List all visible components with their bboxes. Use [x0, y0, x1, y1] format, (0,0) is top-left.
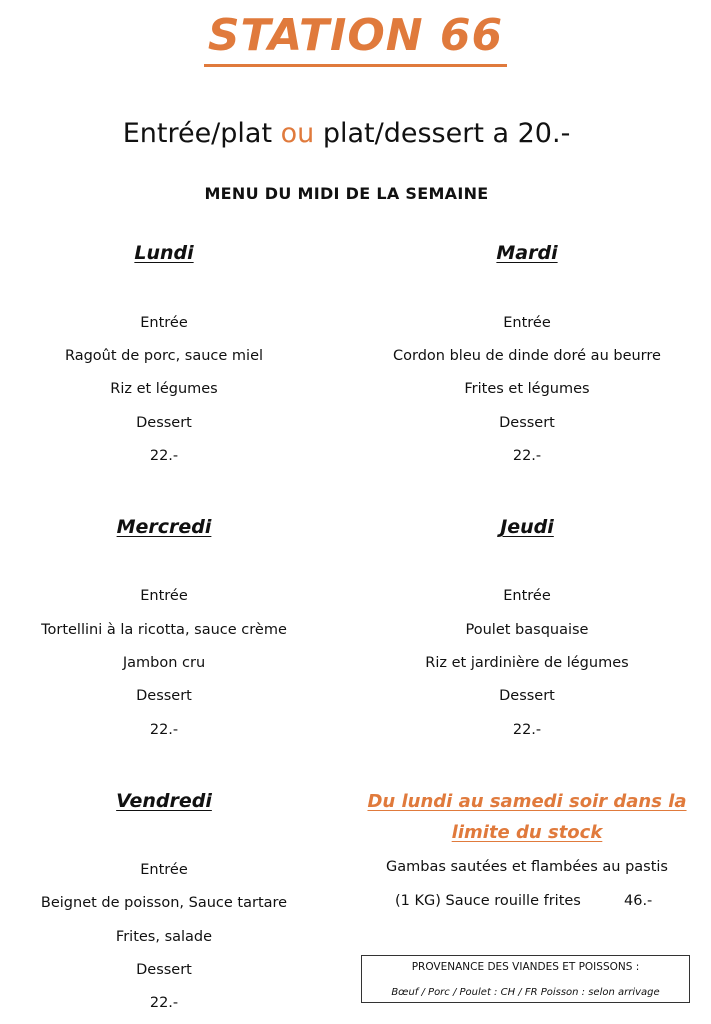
lundi-price: 22.-: [149, 448, 179, 464]
day-title-lundi: Lundi: [134, 242, 194, 264]
mardi-price: 22.-: [512, 448, 542, 464]
vendredi-line-1: Entrée: [140, 862, 188, 878]
jeudi-line-3: Riz et jardinière de légumes: [425, 655, 629, 671]
vendredi-price: 22.-: [149, 995, 179, 1011]
vendredi-line-2: Beignet de poisson, Sauce tartare: [40, 895, 288, 911]
lundi-line-4: Dessert: [136, 415, 192, 431]
mardi-line-4: Dessert: [499, 415, 555, 431]
jeudi-line-4: Dessert: [499, 688, 555, 704]
provenance-title: PROVENANCE DES VIANDES ET POISSONS :: [411, 961, 640, 973]
jeudi-line-2: Poulet basquaise: [465, 622, 589, 638]
provenance-box: [361, 955, 690, 1003]
lundi-line-1: Entrée: [140, 315, 188, 331]
restaurant-name: STATION 66: [204, 10, 507, 67]
lundi-line-2: Ragoût de porc, sauce miel: [64, 348, 264, 364]
vendredi-line-3: Frites, salade: [115, 929, 213, 945]
vendredi-line-4: Dessert: [136, 962, 192, 978]
special-title-line-2: limite du stock: [451, 822, 603, 843]
restaurant-title: [0, 10, 711, 67]
mercredi-line-4: Dessert: [136, 688, 192, 704]
menu-subtitle: MENU DU MIDI DE LA SEMAINE: [204, 184, 489, 203]
mardi-line-2: Cordon bleu de dinde doré au beurre: [393, 348, 661, 364]
menu-offer: [0, 114, 693, 154]
provenance-details: Bœuf / Porc / Poulet : CH / FR Poisson : selon arrivage: [391, 987, 660, 998]
offer-or: ou: [280, 118, 315, 149]
mercredi-line-1: Entrée: [140, 588, 188, 604]
special-price: 46.-: [624, 893, 653, 909]
special-dish-line-2: (1 KG) Sauce rouille frites: [395, 893, 581, 909]
mardi-line-3: Frites et légumes: [464, 381, 590, 397]
special-dish-line-1: Gambas sautées et flambées au pastis: [386, 859, 668, 875]
offer-part2: plat/dessert a 20.-: [314, 118, 571, 149]
day-title-mercredi: Mercredi: [116, 516, 212, 538]
offer-part1: Entrée/plat: [122, 118, 281, 149]
mercredi-price: 22.-: [149, 722, 179, 738]
mardi-line-1: Entrée: [503, 315, 551, 331]
jeudi-price: 22.-: [512, 722, 542, 738]
jeudi-line-1: Entrée: [503, 588, 551, 604]
mercredi-line-3: Jambon cru: [122, 655, 206, 671]
day-title-jeudi: Jeudi: [500, 516, 554, 538]
special-title-line-1: Du lundi au samedi soir dans la: [367, 791, 687, 812]
lundi-line-3: Riz et légumes: [110, 381, 218, 397]
day-title-mardi: Mardi: [496, 242, 558, 264]
mercredi-line-2: Tortellini à la ricotta, sauce crème: [41, 622, 287, 638]
day-title-vendredi: Vendredi: [116, 790, 212, 812]
